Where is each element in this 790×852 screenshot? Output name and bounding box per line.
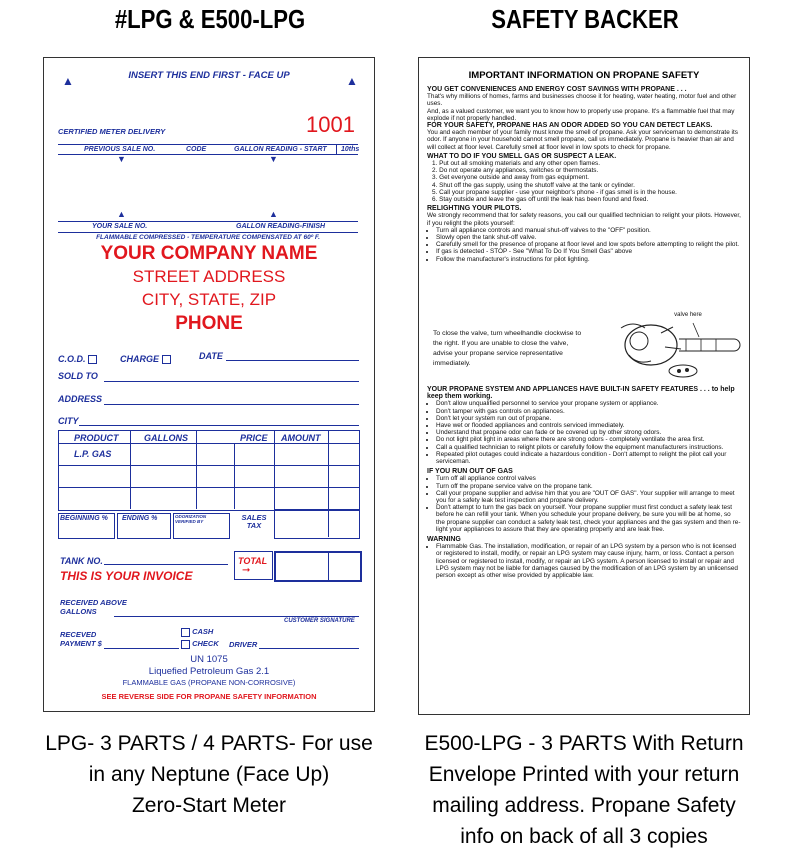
left-caption [30,728,388,821]
city-state-zip: CITY, STATE, ZIP [141,290,277,309]
s3-heading: WHAT TO DO IF YOU SMELL GAS OR SUSPECT A LEAK. [427,152,617,160]
cod-label: C.O.D. [58,354,97,364]
address-field[interactable] [104,404,359,405]
sold-to-field[interactable] [104,381,359,382]
signature-field[interactable] [114,616,359,617]
s1-body2: And, as a valued customer, we want you to know how to properly use propane. It's a flammable fuel that may explode if not properly handled. [427,107,735,122]
tax-box[interactable] [274,509,360,539]
s6-item-2: • Turn off the propane service valve on the propane tank. [436,483,741,490]
s4-heading: RELIGHTING YOUR PILOTS. [427,205,522,213]
left-caption-line-1: LPG- 3 PARTS / 4 PARTS- For use [45,732,373,755]
s5-item-8: • Repeated pilot outages could indicate a hazardous condition - Don't attempt to relight the pilot call your serviceman. [436,451,741,465]
customer-signature-label: CUSTOMER SIGNATURE [284,618,355,624]
received-payment-label: RECEVED PAYMENT $ [60,630,102,648]
ticket-panel [43,57,375,712]
right-heading: SAFETY BACKER [491,4,679,34]
payment-field[interactable] [104,648,179,649]
marker-arrow-icon-4: ▲ [269,209,278,219]
your-sale-label: YOUR SALE NO. [92,223,148,230]
tank-no-label: TANK NO. [60,556,103,566]
tenths-label: 10ths [341,146,360,153]
s4-item-5: • Follow the manufacturer's instructions for pilot lighting. [436,256,741,263]
s5-item-6: • Do not light pilot light in areas where there are strong odors - completely ventilate the area first. [436,436,741,443]
safety-title: IMPORTANT INFORMATION ON PROPANE SAFETY [468,70,700,81]
odorization-label: ODORIZATION VERIFIED BY [175,514,207,524]
s7-heading: WARNING [427,536,461,544]
safety-text-top [427,86,741,263]
valve-instruction: To close the valve, turn wheelhandle clockwise to the right. If you are unable to close the valve, advise your propane service representative immediately. [433,330,582,367]
s6-item-3: • Call your propane supplier and advise him that you are "OUT OF GAS". Your supplier will arrange to meet you for a safety leak test inspection and propane delivery. [436,490,741,504]
right-caption [405,728,763,852]
s4-item-1: • Turn all appliance controls and manual shut-off valves to the "OFF" position. [436,227,741,234]
insert-end-text: INSERT THIS END FIRST - FACE UP [128,70,290,81]
s5-item-2: • Don't tamper with gas controls on appliances. [436,408,741,415]
left-caption-line-3: Zero-Start Meter [131,794,287,817]
s7-item-1: • Flammable Gas. The installation, modification, or repair of an LPG system by a person who is not licensed or registered to install, modify, or repair an LPG system may cause injury, harm, or loss. Contact a person licensed or registered to install, modify, or repair an LPG system. A person licensed to install or repair and LPG system may not be liable for damages caused by the modification of an LPG system by an unlicensed person except as other wise provided by applicable law. [436,543,741,579]
ticket-number: 1001 [306,112,355,137]
tank-no-field[interactable] [104,564,228,565]
received-above-label: RECEIVED ABOVE GALLONS [60,598,127,616]
sales-tax-label: SALES TAX [241,513,267,530]
company-name: YOUR COMPANY NAME [100,243,318,264]
left-heading: #LPG & E500-LPG [114,4,306,34]
s6-item-1: • Turn off all appliance control valves [436,475,741,482]
s6-heading: IF YOU RUN OUT OF GAS [427,468,513,476]
check-label: CHECK [181,639,219,649]
charge-checkbox[interactable] [162,355,171,364]
s5-item-1: • Don't allow unqualified personnel to service your propane system or appliance. [436,400,741,407]
s1-heading: YOU GET CONVENIENCES AND ENERGY COST SAVINGS WITH PROPANE . . . [427,86,687,93]
s5-heading: YOUR PROPANE SYSTEM AND APPLIANCES HAVE BUILT-IN SAFETY FEATURES . . . to help keep them working. [427,386,735,401]
cash-label: CASH [181,627,213,637]
s4-body: We strongly recommend that for safety reasons, you call our qualified technician to relight your pilots. However, if you relight the pilots yourself: [427,212,741,227]
left-caption-line-2: in any Neptune (Face Up) [88,763,330,786]
s5-item-3: • Don't let your system run out of propane. [436,415,741,422]
th-gallons: GALLONS [144,433,188,443]
cash-checkbox[interactable] [181,628,190,637]
prev-sale-label: PREVIOUS SALE NO. [84,146,156,153]
check-checkbox[interactable] [181,640,190,649]
s3-item-1: 1. Put out all smoking materials and any other open flames. [432,160,601,168]
s5-item-7: • Call a qualified technician to relight pilots or carefully follow the equipment manufacturers instructions. [436,444,741,451]
th-amount: AMOUNT [281,433,321,443]
phone: PHONE [175,313,243,334]
safety-panel [418,57,750,715]
driver-field[interactable] [259,648,359,649]
valve-illustration-icon [591,313,741,383]
arrow-up-icon-left: ▲ [62,74,74,88]
safety-text-bottom [427,386,741,579]
beginning-label: BEGINNING % [60,515,108,522]
arrow-up-icon-right: ▲ [346,74,358,88]
city-label: CITY [58,416,79,426]
s3-item-6: 6. Stay outside and leave the gas off until the leak has been found and fixed. [432,196,649,204]
s3-item-4: 4. Shut off the gas supply, using the shutoff valve at the tank or cylinder. [432,181,635,189]
marker-arrow-icon-2: ▼ [269,154,278,164]
right-caption-line-2: Envelope Printed with your return [428,763,740,786]
city-field[interactable] [79,425,359,426]
see-reverse-label: SEE REVERSE SIDE FOR PROPANE SAFETY INFORMATION [101,692,317,701]
liquefied-label: Liquefied Petroleum Gas 2.1 [148,666,270,677]
s5-item-4: • Have wet or flooded appliances and controls serviced immediately. [436,422,741,429]
s2-body: You and each member of your family must know the smell of propane. Ask your serviceman to demonstrate its odor. If anyone in your household cannot smell propane, call us immediately. Propane is heavier than air and will collect at floor level. Carefully smell at floor level in low spots to check for propane. [427,129,738,151]
s5-item-5: • Understand that propane odor can fade or be covered up by other strong odors. [436,429,741,436]
right-caption-line-1: E500-LPG - 3 PARTS With Return [424,732,744,755]
driver-label: DRIVER [229,640,258,649]
total-label: TOTAL [238,556,268,566]
right-caption-line-3: mailing address. Propane Safety [432,794,736,817]
s4-item-2: • Slowly open the tank shut-off valve. [436,234,741,241]
marker-arrow-icon-1: ▼ [117,154,126,164]
date-label: DATE [199,351,223,361]
charge-label: CHARGE [120,354,171,364]
cod-checkbox[interactable] [88,355,97,364]
flammable-note: FLAMMABLE COMPRESSED - TEMPERATURE COMPENSATED AT 60º F. [96,234,320,241]
certified-label: CERTIFIED METER DELIVERY [58,127,166,136]
lp-gas-label: L.P. GAS [74,449,112,459]
s3-item-5: 5. Call your propane supplier - use your neighbor's phone - if gas smell is in the house. [432,188,677,196]
flammable-gas-label: FLAMMABLE GAS (PROPANE NON-CORROSIVE) [122,678,296,687]
date-field[interactable] [226,360,359,361]
s2-heading: FOR YOUR SAFETY, PROPANE HAS AN ODOR ADDED SO YOU CAN DETECT LEAKS. [427,122,713,130]
gallon-finish-label: GALLON READING-FINISH [236,223,326,230]
sold-to-label: SOLD TO [58,371,98,381]
s3-item-3: 3. Get everyone outside and away from gas equipment. [432,174,590,182]
th-product: PRODUCT [74,433,119,443]
s6-item-4: • Don't attempt to turn the gas back on yourself. Your propane supplier must first conduct a safety leak test before he can refill your tank. When you schedule your propane delivery, be sure you will be at home, so the propane supplier can conduct a safety leak test, check your appliances and the gas system and then re-light your appliances to assure that they are operating properly and are leak free. [436,504,741,533]
arrow-right-icon: ➞ [242,565,251,576]
s4-item-4: • If gas is detected - STOP - See "What To Do If You Smell Gas" above [436,248,741,255]
marker-arrow-icon-3: ▲ [117,209,126,219]
gallon-start-label: GALLON READING - START [234,146,327,153]
th-price: PRICE [240,433,268,443]
valve-label: valve here [674,312,702,318]
address-label: ADDRESS [58,394,103,404]
invoice-label: THIS IS YOUR INVOICE [60,569,193,583]
s3-item-2: 2. Do not operate any appliances, switches or thermostats. [432,167,599,175]
right-caption-line-4: info on back of all 3 copies [460,825,708,848]
s4-item-3: • Carefully smell for the presence of propane at floor level and low spots before attempting to relight the pilot. [436,241,741,248]
code-label: CODE [186,146,207,153]
ending-label: ENDING % [122,515,158,522]
un-number: UN 1075 [190,654,228,665]
street-address: STREET ADDRESS [132,267,286,286]
total-box[interactable] [274,551,362,582]
s1-body: That's why millions of homes, farms and businesses choose it for heating, water heating, motor fuel and other uses. [427,93,737,108]
